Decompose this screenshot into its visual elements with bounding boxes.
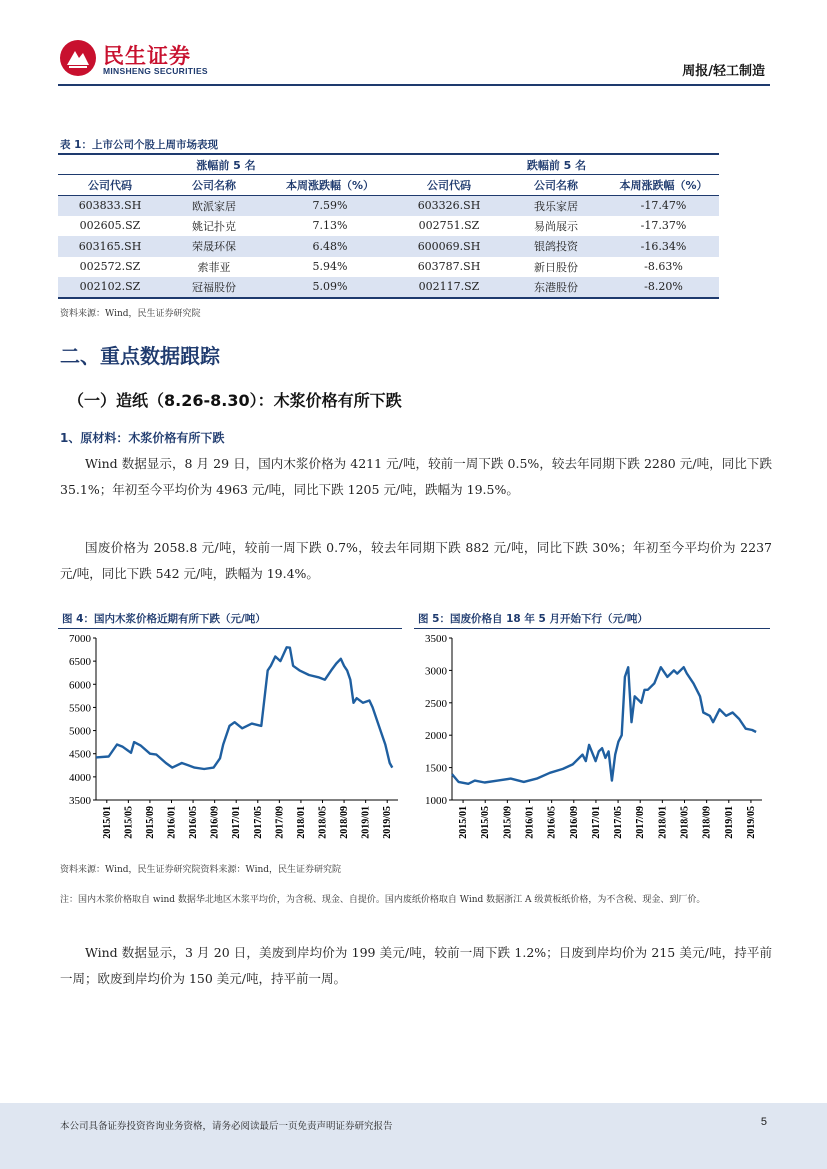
y-tick-label: 1500: [425, 762, 447, 775]
x-tick-label: 2019/05: [382, 806, 394, 839]
y-tick-label: 5000: [69, 725, 91, 738]
topic-heading: 1、原材料：木浆价格有所下跌: [60, 431, 225, 445]
x-tick-label: 2018/01: [295, 806, 307, 839]
table-cell: 银鸽投资: [504, 236, 608, 257]
table-cell: -16.34%: [608, 236, 719, 257]
paragraph-waste-paper-price: 国废价格为 2058.8 元/吨，较前一周下跌 0.7%，较去年同期下跌 882 元/吨，同比下跌 30%；年初至今平均价为 2237 元/吨，同比下跌 542 元/吨，跌幅为 19.4%。: [60, 540, 772, 581]
table-cell: -8.63%: [644, 260, 683, 274]
y-tick-label: 3500: [69, 795, 91, 807]
table-cell: 002572.SZ: [79, 260, 141, 274]
chart-4-pulp-price: [58, 630, 404, 850]
table-cell: 5.94%: [312, 260, 348, 274]
x-tick-label: 2016/01: [524, 806, 536, 839]
y-tick-label: 2000: [425, 730, 447, 743]
column-header: 公司代码: [394, 175, 504, 196]
paragraph-pulp-price: Wind 数据显示，8 月 29 日，国内木浆价格为 4211 元/吨，较前一周下跌 0.5%，较去年同期下跌 2280 元/吨，同比下跌 35.1%；年初至今平均价为 4963 元/吨，同比下跌 1205 元/吨，跌幅为 19.5%。: [60, 456, 772, 497]
section-heading: 二、重点数据跟踪: [60, 344, 220, 368]
logo-english-name: MINSHENG SECURITIES: [103, 66, 208, 76]
table-cell: 5.09%: [266, 277, 394, 298]
table-cell: 我乐家居: [504, 195, 608, 216]
table-cell: 易尚展示: [534, 219, 578, 233]
table-column-headers: [58, 175, 719, 196]
chart-4-title: 图 4：国内木浆价格近期有所下跌（元/吨）: [62, 613, 266, 625]
x-tick-label: 2016/09: [568, 806, 580, 839]
x-tick-label: 2015/09: [144, 806, 156, 839]
table-cell: -17.47%: [608, 195, 719, 216]
x-tick-label: 2017/01: [231, 806, 243, 839]
table-row: [58, 236, 719, 257]
table-cell: 6.48%: [266, 236, 394, 257]
data-note: 注：国内木浆价格取自 wind 数据华北地区木浆平均价，为含税、现金、自提价。国内废纸价格取自 Wind 数据浙江 A 级黄板纸价格，为不含税、现金、到厂价。: [60, 895, 706, 905]
chart-5-title: 图 5：国废价格自 18 年 5 月开始下行（元/吨）: [418, 613, 648, 625]
group-top-gainers: 涨幅前 5 名: [58, 154, 394, 175]
chart-4-title-rule: [58, 628, 402, 629]
y-tick-label: 2500: [425, 697, 447, 710]
x-tick-label: 2015/01: [458, 806, 470, 839]
table-source: 资料来源：Wind，民生证券研究院: [60, 309, 201, 319]
table-cell: 荣晟环保: [162, 236, 266, 257]
logo-chinese-name: 民生证券: [103, 44, 191, 68]
x-tick-label: 2019/01: [723, 806, 735, 839]
table-cell: 002102.SZ: [58, 277, 162, 298]
table-cell: 东港股份: [504, 277, 608, 298]
table-row: [58, 216, 719, 237]
table-group-header: [58, 154, 719, 175]
chart-5-waste-paper-price: [414, 630, 772, 850]
table-cell: 7.59%: [266, 195, 394, 216]
x-tick-label: 2015/05: [480, 806, 492, 839]
x-tick-label: 2017/09: [635, 806, 647, 839]
y-tick-label: 6000: [69, 679, 91, 692]
y-tick-label: 4500: [69, 748, 91, 761]
table-cell: 603787.SH: [417, 260, 481, 274]
x-tick-label: 2015/09: [502, 806, 514, 839]
table-row: [58, 257, 719, 278]
minsheng-logo: [58, 38, 218, 80]
x-tick-label: 2019/01: [360, 806, 372, 839]
x-tick-label: 2017/01: [590, 806, 602, 839]
y-tick-label: 3000: [425, 665, 447, 678]
x-tick-label: 2016/09: [209, 806, 221, 839]
table-caption: 表 1：上市公司个股上周市场表现: [60, 139, 218, 151]
x-tick-label: 2018/09: [701, 806, 713, 839]
column-header: 公司代码: [58, 175, 162, 196]
table-row: [58, 277, 719, 298]
x-tick-label: 2016/01: [166, 806, 178, 839]
x-tick-label: 2018/05: [317, 806, 329, 839]
y-tick-label: 6500: [69, 656, 91, 669]
minsheng-logo-icon: [58, 38, 98, 78]
column-header: 本周涨跌幅（%）: [608, 175, 719, 196]
y-tick-label: 7000: [69, 633, 91, 645]
table-cell: 600069.SH: [394, 236, 504, 257]
table-row: [58, 195, 719, 216]
x-tick-label: 2016/05: [546, 806, 558, 839]
table-cell: 新日股份: [534, 260, 578, 274]
page-number: 5: [760, 1116, 767, 1128]
page-header: [0, 0, 827, 90]
column-header: 公司名称: [504, 175, 608, 196]
x-tick-label: 2016/05: [188, 806, 200, 839]
group-top-losers: 跌幅前 5 名: [394, 154, 719, 175]
charts-source: 资料来源：Wind，民生证券研究院资料来源：Wind，民生证券研究院: [60, 865, 342, 875]
table-cell: 603165.SH: [58, 236, 162, 257]
table-cell: -17.37%: [640, 219, 687, 233]
table-cell: 冠福股份: [162, 277, 266, 298]
stock-performance-table: [58, 153, 719, 299]
x-tick-label: 2019/05: [745, 806, 757, 839]
x-tick-label: 2018/09: [339, 806, 351, 839]
paragraph-import-waste-paper: Wind 数据显示，3 月 20 日，美废到岸均价为 199 美元/吨，较前一周下跌 1.2%；日废到岸均价为 215 美元/吨，持平前一周；欧废到岸均价为 150 美元/吨，持平前一周。: [60, 945, 772, 986]
table-cell: 索菲亚: [197, 260, 231, 274]
table-cell: 姚记扑克: [192, 219, 236, 233]
table-cell: 002605.SZ: [79, 219, 141, 233]
series-line: [96, 647, 392, 769]
series-line: [452, 667, 756, 784]
y-tick-label: 1000: [425, 795, 447, 807]
header-divider: [58, 84, 770, 86]
x-tick-label: 2017/05: [613, 806, 625, 839]
report-type: 周报/轻工制造: [682, 64, 765, 79]
subsection-heading: （一）造纸（8.26-8.30）：木浆价格有所下跌: [68, 391, 402, 410]
table-cell: 603833.SH: [58, 195, 162, 216]
column-header: 公司名称: [162, 175, 266, 196]
x-tick-label: 2015/01: [101, 806, 113, 839]
x-tick-label: 2018/01: [657, 806, 669, 839]
x-tick-label: 2017/05: [252, 806, 264, 839]
x-tick-label: 2015/05: [123, 806, 135, 839]
y-tick-label: 3500: [425, 633, 447, 645]
table-cell: 002117.SZ: [394, 277, 504, 298]
chart-5-title-rule: [414, 628, 770, 629]
page-footer: [0, 1103, 827, 1169]
y-tick-label: 4000: [69, 771, 91, 784]
table-cell: 欧派家居: [162, 195, 266, 216]
table-cell: 603326.SH: [394, 195, 504, 216]
x-tick-label: 2018/05: [679, 806, 691, 839]
column-header: 本周涨跌幅（%）: [266, 175, 394, 196]
table-cell: 7.13%: [312, 219, 348, 233]
x-tick-label: 2017/09: [274, 806, 286, 839]
table-cell: -8.20%: [608, 277, 719, 298]
table-cell: 002751.SZ: [418, 219, 480, 233]
y-tick-label: 5500: [69, 702, 91, 715]
footer-disclaimer: 本公司具备证券投资咨询业务资格，请务必阅读最后一页免责声明证券研究报告: [60, 1121, 393, 1132]
